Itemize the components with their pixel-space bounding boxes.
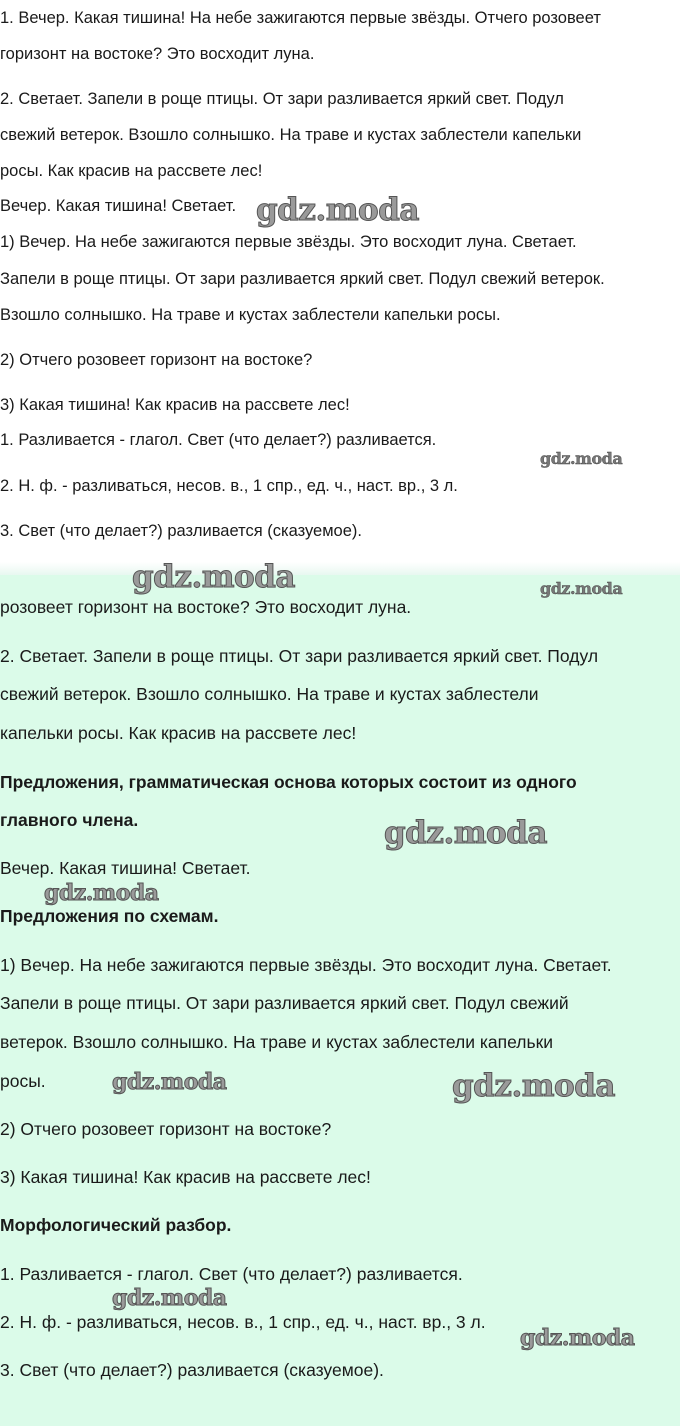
section-heading: Предложения, грамматическая основа которых состоит из одного: [0, 772, 577, 792]
watermark: gdz.moda: [520, 1325, 635, 1351]
panel-divider: [0, 562, 680, 576]
text-line: 3) Какая тишина! Как красив на рассвете лес!: [0, 396, 350, 414]
watermark: gdz.moda: [452, 1068, 615, 1104]
text-line: Взошло солнышко. На траве и кустах заблестели капельки росы.: [0, 306, 501, 324]
watermark: gdz.moda: [132, 559, 295, 595]
text-line: 2. Светает. Запели в роще птицы. От зари разливается яркий свет. Подул: [0, 646, 599, 666]
top-answer-panel: [0, 0, 680, 575]
watermark: gdz.moda: [540, 579, 623, 598]
text-line: свежий ветерок. Взошло солнышко. На траве и кустах заблестели капельки: [0, 126, 582, 144]
text-line: 2. Светает. Запели в роще птицы. От зари разливается яркий свет. Подул: [0, 90, 564, 108]
text-line: 3) Какая тишина! Как красив на рассвете лес!: [0, 1167, 371, 1187]
text-line: росы. Как красив на рассвете лес!: [0, 162, 263, 180]
watermark: gdz.moda: [112, 1069, 227, 1095]
watermark: gdz.moda: [384, 815, 547, 851]
watermark: gdz.moda: [44, 880, 159, 906]
text-line: 1. Вечер. Какая тишина! На небе зажигаются первые звёзды. Отчего розовеет: [0, 9, 601, 27]
text-line: 1. Разливается - глагол. Свет (что делает?) разливается.: [0, 1264, 463, 1284]
text-line: 2) Отчего розовеет горизонт на востоке?: [0, 1119, 332, 1139]
text-line: 2) Отчего розовеет горизонт на востоке?: [0, 351, 313, 369]
text-line: 1) Вечер. На небе зажигаются первые звёзды. Это восходит луна. Светает.: [0, 955, 612, 975]
text-line: розовеет горизонт на востоке? Это восходит луна.: [0, 597, 412, 617]
bottom-answer-panel: [0, 559, 680, 1426]
text-line: росы.: [0, 1071, 46, 1091]
text-line: 2. Н. ф. - разливаться, несов. в., 1 спр., ед. ч., наст. вр., 3 л.: [0, 1312, 486, 1332]
text-line: капельки росы. Как красив на рассвете лес!: [0, 723, 357, 743]
section-heading: главного члена.: [0, 810, 139, 830]
text-line: горизонт на востоке? Это восходит луна.: [0, 45, 315, 63]
section-heading: Морфологический разбор.: [0, 1215, 232, 1235]
text-line: свежий ветерок. Взошло солнышко. На траве и кустах заблестели: [0, 684, 539, 704]
text-line: Вечер. Какая тишина! Светает.: [0, 197, 237, 215]
watermark: gdz.moda: [540, 449, 623, 468]
text-line: 3. Свет (что делает?) разливается (сказуемое).: [0, 522, 362, 540]
text-line: 1) Вечер. На небе зажигаются первые звёзды. Это восходит луна. Светает.: [0, 233, 577, 251]
watermark: gdz.moda: [112, 1285, 227, 1311]
section-heading: Предложения по схемам.: [0, 906, 219, 926]
text-line: 3. Свет (что делает?) разливается (сказуемое).: [0, 1360, 384, 1380]
text-line: 2. Н. ф. - разливаться, несов. в., 1 спр., ед. ч., наст. вр., 3 л.: [0, 477, 458, 495]
watermark: gdz.moda: [256, 192, 419, 228]
text-line: Вечер. Какая тишина! Светает.: [0, 858, 251, 878]
text-line: 1. Разливается - глагол. Свет (что делает?) разливается.: [0, 431, 437, 449]
text-line: Запели в роще птицы. От зари разливается яркий свет. Подул свежий: [0, 993, 569, 1013]
text-line: Запели в роще птицы. От зари разливается яркий свет. Подул свежий ветерок.: [0, 270, 605, 288]
text-line: ветерок. Взошло солнышко. На траве и кустах заблестели капельки: [0, 1032, 554, 1052]
